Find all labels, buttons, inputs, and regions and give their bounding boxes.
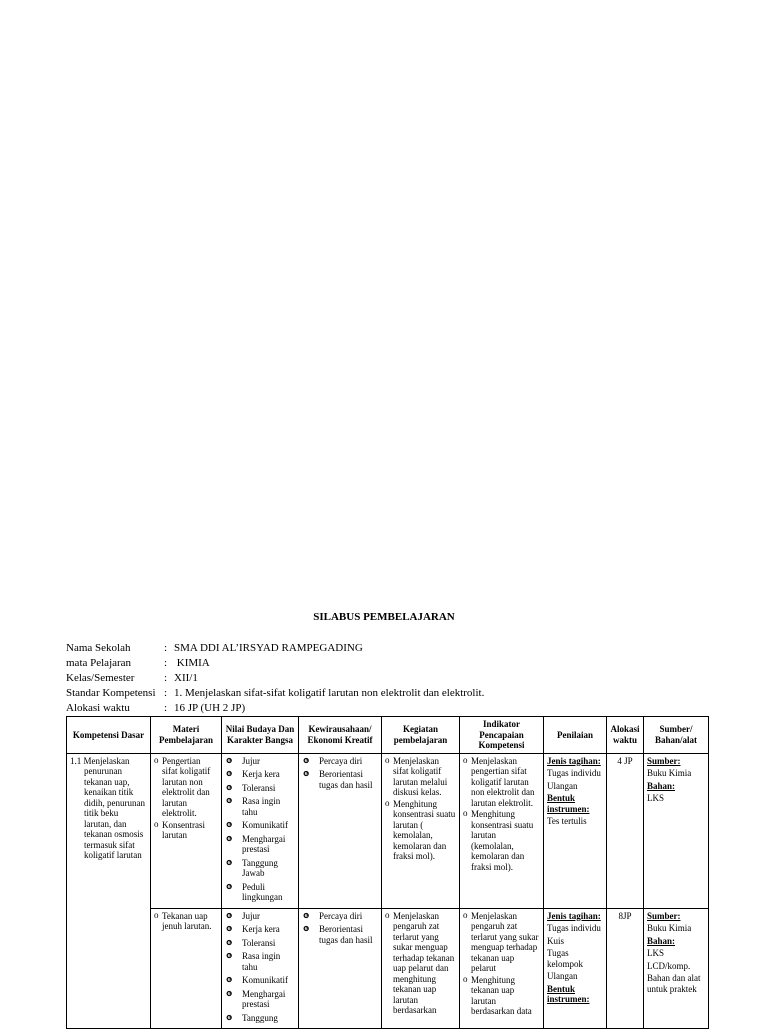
col-header-penilaian: Penilaian [544,717,607,754]
list-item: o Konsentrasi larutan [154,820,218,841]
sumber-label: Sumber: [647,755,681,766]
bahan-label: Bahan: [647,935,676,946]
sumber-item: Buku Kimia [647,768,692,778]
meta-label: Alokasi waktu [66,702,130,714]
indikator-cell [460,753,544,908]
list-item: ❻ Peduli lingkungan [225,882,295,903]
sumber-item: LCD/komp. [647,960,691,971]
penilaian-item: Tugas individu [547,923,601,933]
sumber-item: Bahan dan alat untuk praktek [647,973,701,994]
meta-value: XII/1 [174,672,198,684]
penilaian-item: Tugas individu [547,768,601,778]
meta-value: SMA DDI AL’IRSYAD RAMPEGADING [174,642,363,654]
indikator-cell [460,908,544,1029]
list-item: ❻ Toleransi [225,783,295,794]
list-item: ❻ Tanggung [225,1013,295,1024]
meta-row-class [66,671,484,686]
meta-row-school [66,641,484,656]
bentuk-instrumen-label: Bentuk instrumen: [547,793,590,814]
meta-value: 1. Menjelaskan sifat-sifat koligatif larutan non elektrolit dan elektrolit. [174,687,485,699]
bentuk-instrumen-label: Bentuk instrumen: [547,983,590,1004]
table-row [67,753,709,908]
meta-colon: : [164,657,168,669]
penilaian-item: Tes tertulis [547,816,587,826]
meta-row-standard [66,686,484,701]
sumber-label: Sumber: [647,910,681,921]
meta-label: mata Pelajaran [66,657,132,669]
alokasi-cell: 4 JP [607,753,644,908]
kewirausahaan-cell [299,753,382,908]
list-item: ❻ Berorientasi tugas dan hasil [302,924,378,945]
list-item: ❻ Kerja kera [225,769,295,780]
penilaian-item: Kuis [547,935,565,946]
sumber-item: Buku Kimia [647,923,692,933]
kegiatan-cell [382,753,460,908]
penilaian-item: Ulangan [547,971,578,981]
list-item: ❻ Percaya diri [302,911,378,922]
meta-label: Nama Sekolah [66,642,131,654]
materi-cell [151,908,222,1029]
col-header-sumber: Sumber/ Bahan/alat [644,717,709,754]
list-item: o Menghitung tekanan uap larutan berdasarkan data [463,975,540,1017]
list-item: ❻ Menghargai prestasi [225,989,295,1010]
col-header-indikator: Indikator Pencapaian Kompetensi [460,717,544,754]
list-item: ❻ Toleransi [225,938,295,949]
penilaian-cell [544,753,607,908]
sumber-item: LKS [647,793,665,803]
kompetensi-dasar-cell: 1.1 Menjelaskan penurunan tekanan uap, kenaikan titik didih, penurunan titik beku larutan, dan tekanan osmosis termasuk sifat koligatif larutan [67,753,151,1029]
materi-cell [151,753,222,908]
list-item: ❻ Jujur [225,911,295,922]
penilaian-item: Ulangan [547,780,578,791]
syllabus-meta [66,641,484,716]
list-item: o Menghitung konsentrasi suatu larutan (kemolalan, kemolaran dan fraksi mol). [463,809,540,872]
list-item: o Menjelaskan pengertian sifat koligatif larutan non elektrolit dan larutan elektrolit. [463,756,540,809]
nilai-cell [222,753,299,908]
alokasi-cell: 8JP [607,908,644,1029]
meta-row-subject [66,656,484,671]
meta-colon: : [164,687,168,699]
list-item: ❻ Berorientasi tugas dan hasil [302,769,378,790]
table-header-row [67,717,709,754]
meta-colon: : [164,642,168,654]
list-item: o Menjelaskan pengaruh zat terlarut yang sukar menguap terhadap tekanan uap pelarut dan menghitung tekanan uap larutan berdasarkan [385,911,456,1016]
list-item: o Tekanan uap jenuh larutan. [154,911,218,932]
list-item: ❻ Menghargai prestasi [225,834,295,855]
sumber-item: LKS [647,948,665,958]
list-item: o Menjelaskan pengaruh zat terlarut yang sukar menguap terhadap tekanan uap pelarut [463,911,540,974]
meta-colon: : [164,702,168,714]
col-header-kewirausahaan: Kewirausahaan/ Ekonomi Kreatif [299,717,382,754]
list-item: ❻ Kerja kera [225,924,295,935]
sumber-cell [644,753,709,908]
list-item: o Menjelaskan sifat koligatif larutan melalui diskusi kelas. [385,756,456,798]
list-item: o Pengertian sifat koligatif larutan non elektrolit dan larutan elektrolit. [154,756,218,819]
sumber-cell [644,908,709,1029]
jenis-tagihan-label: Jenis tagihan: [547,910,601,921]
list-item: ❻ Komunikatif [225,975,295,986]
meta-row-time [66,701,484,716]
col-header-kegiatan: Kegiatan pembelajaran [382,717,460,754]
list-item: ❻ Jujur [225,756,295,767]
table-row [67,908,709,1029]
penilaian-item: Tugas kelompok [547,948,583,969]
kewirausahaan-cell [299,908,382,1029]
col-header-nilai: Nilai Budaya Dan Karakter Bangsa [222,717,299,754]
jenis-tagihan-label: Jenis tagihan: [547,755,601,766]
bahan-label: Bahan: [647,780,676,791]
meta-value: 16 JP (UH 2 JP) [174,702,246,714]
list-item: ❻ Tanggung Jawab [225,858,295,879]
kegiatan-cell [382,908,460,1029]
col-header-kompetensi: Kompetensi Dasar [67,717,151,754]
syllabus-table [66,716,709,1029]
list-item: ❻ Percaya diri [302,756,378,767]
meta-value: KIMIA [174,657,210,669]
meta-label: Standar Kompetensi [66,687,156,699]
list-item: ❻ Komunikatif [225,820,295,831]
col-header-alokasi: Alokasi waktu [607,717,644,754]
meta-colon: : [164,672,168,684]
col-header-materi: Materi Pembelajaran [151,717,222,754]
nilai-cell [222,908,299,1029]
penilaian-cell [544,908,607,1029]
list-item: ❻ Rasa ingin tahu [225,796,295,817]
page-title: SILABUS PEMBELAJARAN [313,611,455,623]
list-item: o Menghitung konsentrasi suatu larutan ( kemolalan, kemolaran dan fraksi mol). [385,799,456,862]
list-item: ❻ Rasa ingin tahu [225,951,295,972]
meta-label: Kelas/Semester [66,672,135,684]
